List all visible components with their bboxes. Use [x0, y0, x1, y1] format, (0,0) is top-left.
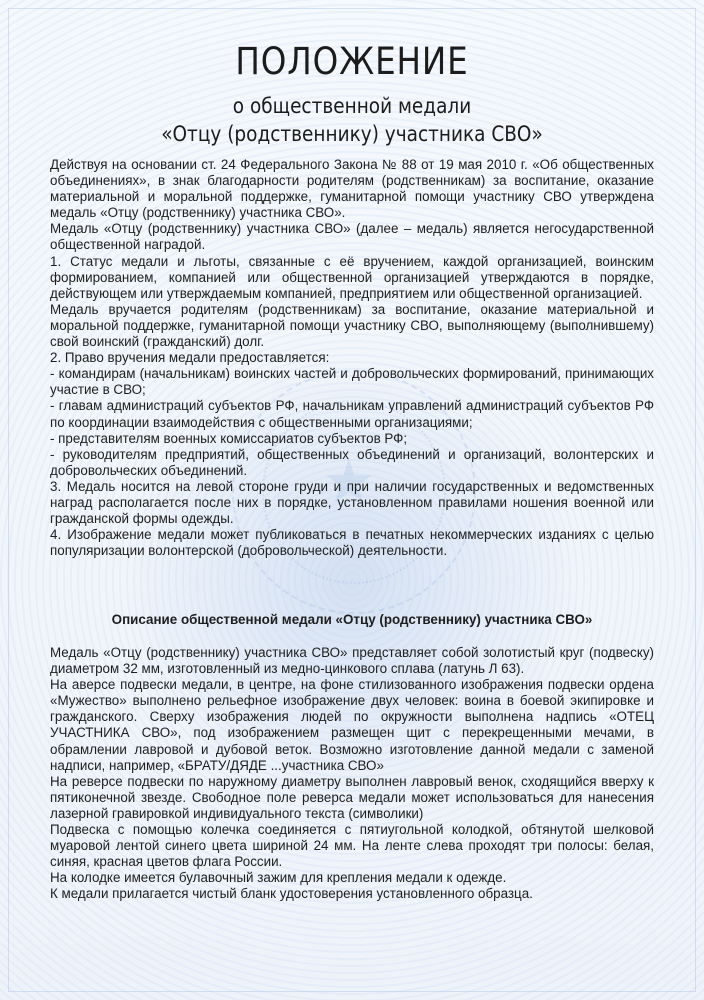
paragraph: 4. Изображение медали может публиковаться в печатных некоммерческих изданиях с целью популяризации волонтерской (добровольческой) деятельности. [50, 527, 654, 559]
paragraph: 2. Право вручения медали предоставляется: [50, 350, 330, 366]
paragraph: Медаль «Отцу (родственнику) участника СВО» (далее – медаль) является негосударственной общественной наградой. [50, 221, 654, 253]
paragraph: На аверсе подвески медали, в центре, на фоне стилизованного изображения подвески ордена «Мужество» выполнено рельефное изображение двух человек: воина в боевой экипировке и гражданского. Сверху изображения людей по окружности выполнена надпись «ОТЕЦ УЧАСТНИКА СВО», под изображением размещен щит с перекрещенными мечами, в обрамлении лавровой и дубовой веток. Возможно изготовление данной медали с заменой надписи, например, «БРАТУ/ДЯДЕ ...участника СВО» [50, 677, 654, 773]
document-subtitle-line-1: о общественной медали [232, 94, 472, 118]
paragraph: - главам администраций субъектов РФ, начальникам управлений администраций субъектов РФ по координации взаимодействия с общественными организациями; [50, 398, 654, 430]
paragraph: 3. Медаль носится на левой стороне груди и при наличии государственных и ведомственных наград располагается после них в порядке, установленном правилами ношения военной или гражданской формы одежды. [50, 478, 654, 527]
document-title: ПОЛОЖЕНИЕ [235, 40, 469, 83]
regulation-body [50, 157, 654, 559]
description-heading: Описание общественной медали «Отцу (родственнику) участника СВО» [111, 612, 593, 627]
paragraph: - руководителям предприятий, общественных объединений и организаций, волонтерских и добровольческих объединений. [50, 446, 654, 478]
description-body [50, 645, 654, 903]
paragraph: Действуя на основании ст. 24 Федерального Закона № 88 от 19 мая 2010 г. «Об общественных объединениях», в знак благодарности родителям (родственникам) за воспитание, оказание материальной и моральной поддержке, гуманитарной помощи участнику СВО утверждена медаль «Отцу (родственнику) участника СВО». [50, 157, 654, 221]
paragraph: 1. Статус медали и льготы, связанные с её вручением, каждой организацией, воинским формированием, компанией или общественной организацией утверждаются в порядке, действующем или утверждаемым компанией, предприятием или общественной организацией. [50, 253, 654, 301]
document-subtitle-line-2: «Отцу (родственнику) участника СВО» [161, 122, 543, 146]
paragraph: Медаль вручается родителям (родственникам) за воспитание, оказание материальной и моральной поддержке, гуманитарной помощи участнику СВО, выполняющему (выполнившему) свой воинский (гражданский) долг. [50, 301, 654, 350]
paragraph: - командирам (начальникам) воинских частей и добровольческих формирований, принимающих участие в СВО; [50, 366, 654, 398]
paragraph: - представителям военных комиссариатов субъектов РФ; [50, 430, 408, 446]
watermark-star-icon: ★ [322, 447, 376, 517]
paragraph: К медали прилагается чистый бланк удостоверения установленного образца. [50, 886, 533, 902]
paragraph: На колодке имеется булавочный зажим для крепления медали к одежде. [50, 870, 507, 886]
paragraph: На реверсе подвески по наружному диаметру выполнен лавровый венок, сходящийся вверху к пятиконечной звезде. Свободное поле реверса медали может использоваться для нанесения лазерной гравировкой индивидуального текста (символики) [50, 773, 654, 821]
paragraph: Медаль «Отцу (родственнику) участника СВО» представляет собой золотистый круг (подвеску) диаметром 32 мм, изготовленный из медно-цинкового сплава (латунь Л 63). [50, 645, 654, 677]
paragraph: Подвеска с помощью колечка соединяется с пятиугольной колодкой, обтянутой шелковой муаровой лентой синего цвета шириной 24 мм. На ленте слева проходят три полосы: белая, синяя, красная цветов флага России. [50, 822, 654, 870]
